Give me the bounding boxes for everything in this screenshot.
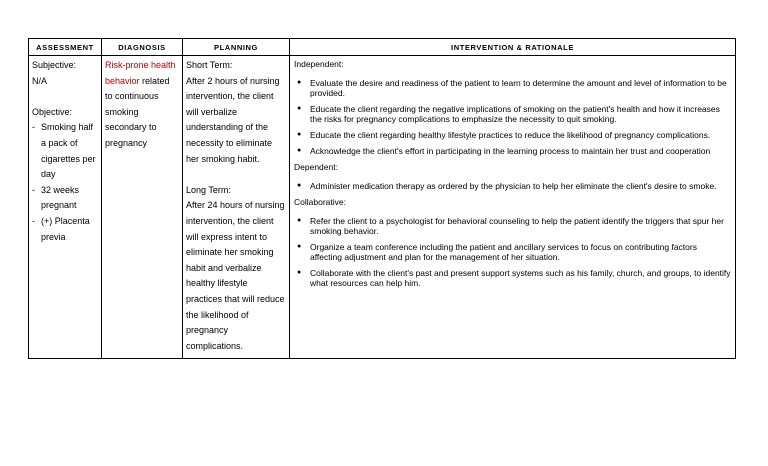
care-plan-row bbox=[29, 56, 736, 359]
long-term-goal: After 24 hours of nursing intervention, the client will express intent to eliminate her smoking habit and verbalize healthy lifestyle practices that will reduce the likelihood of pregnancy complications. bbox=[186, 200, 285, 351]
intervention-header: INTERVENTION & RATIONALE bbox=[290, 39, 736, 56]
diagnosis-cell bbox=[102, 56, 183, 359]
short-term-label: Short Term: bbox=[186, 60, 233, 70]
diagnosis-highlight: Risk-prone health behavior bbox=[105, 60, 176, 86]
intervention-cell bbox=[290, 56, 736, 359]
assessment-cell bbox=[29, 56, 102, 359]
independent-label: Independent: bbox=[294, 59, 344, 69]
dependent-list bbox=[294, 181, 731, 191]
list-item: ● Educate the client regarding healthy lifestyle practices to reduce the likelihood of pregnancy complications. bbox=[297, 130, 711, 140]
subjective-label: Subjective: bbox=[32, 60, 77, 70]
dependent-label: Dependent: bbox=[294, 162, 338, 172]
planning-header: PLANNING bbox=[183, 39, 290, 56]
list-item: ● Evaluate the desire and readiness of the patient to learn to determine the amount and level of information to be provided. bbox=[297, 78, 727, 98]
long-term-label: Long Term: bbox=[186, 184, 231, 195]
objective-item: - (+) Placenta previa bbox=[32, 215, 90, 242]
collaborative-label: Collaborative: bbox=[294, 197, 346, 207]
list-item: ● Collaborate with the client's past and present support systems such as his family, church, and groups, to identify what resources can help him. bbox=[297, 268, 731, 288]
short-term-goal: After 2 hours of nursing intervention, the client will verbalize understanding of the necessity to eliminate her smoking habit. bbox=[186, 75, 280, 164]
diagnosis-text: related to continuous smoking secondary to pregnancy bbox=[105, 75, 170, 148]
list-item: ● Educate the client regarding the negative implications of smoking on the patient's health and how it increases the risks for pregnancy complications to emphasize the necessity to quit smoking. bbox=[297, 104, 720, 124]
subjective-value: N/A bbox=[32, 75, 48, 86]
list-item: ● Refer the client to a psychologist for behavioral counseling to help the patient identify the triggers that spur her smoking behavior. bbox=[297, 216, 724, 236]
assessment-header: ASSESSMENT bbox=[29, 39, 102, 56]
objective-item: - 32 weeks pregnant bbox=[32, 184, 80, 211]
planning-cell bbox=[183, 56, 290, 359]
objective-item: - Smoking half a pack of cigarettes per day bbox=[32, 122, 96, 180]
objective-label: Objective: bbox=[32, 106, 73, 117]
independent-list bbox=[294, 78, 731, 156]
collaborative-list bbox=[294, 216, 731, 288]
list-item: ● Administer medication therapy as ordered by the physician to help her eliminate the client's desire to smoke. bbox=[297, 181, 717, 191]
list-item: ● Acknowledge the client's effort in participating in the learning process to maintain her trust and cooperation bbox=[297, 146, 711, 156]
header-row bbox=[29, 39, 736, 56]
list-item: ● Organize a team conference including the patient and ancillary services to focus on contributing factors affecting adjustment and plan for the management of her situation. bbox=[297, 242, 697, 262]
nursing-care-plan-table bbox=[28, 38, 736, 359]
diagnosis-header: DIAGNOSIS bbox=[102, 39, 183, 56]
